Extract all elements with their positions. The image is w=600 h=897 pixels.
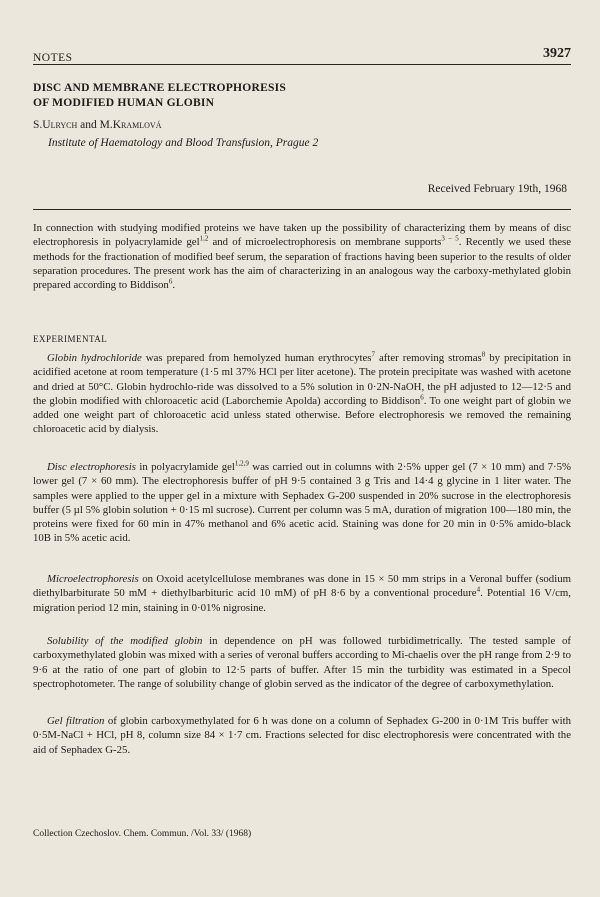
author1-surname: Ulrych [42,119,78,131]
institute: Institute of Haematology and Blood Transfusion, Prague 2 [48,137,319,149]
text-run: . Potential 16 V/cm, migration period 12 min, staining in 0·01% nigrosine. [33,587,571,614]
running-header [33,44,571,66]
section-heading-experimental: EXPERIMENTAL [33,334,108,344]
text-run: of globin carboxymethylated for 6 h was done on a column of Sephadex G-200 in 0·1M Tris buffer with 0·5M-NaCl + HCl, pH 8, column size 84 × 1·7 cm. Fractions selected for disc electrophoresis were concentrated with the aid of Sephadex G-25. [33,715,571,756]
reference-mark: 6 [168,277,173,286]
author-conjunction: and [77,119,100,131]
abstract-rule [33,209,571,210]
authors [33,119,162,131]
journal-footer: Collection Czechoslov. Chem. Commun. /Vol. 33/ (1968) [33,829,252,839]
article-title [33,80,483,110]
text-run: was carried out in columns with 2·5% upper gel (7 × 10 mm) and 7·5% lower gel (7 × 60 mm). The electrophoresis buffer of pH 9·5 contained 3 g Tris and 14·4 g glycine in 1 liter water. The samples were applied to the upper gel in a mixture with Sephadex G-200 suspended in 20% sucrose in the electrophoresis buffer (5 µl 5% globin solution + 0·15 ml sucrose). Current per column was 5 mA, duration of migration 100—180 min, the proteins were fixed for 60 min in 47% methanol and 6% acetic acid. Staining was done for 20 min in 0·5% amido-black 10B in 5% acetic acid. [33,461,571,545]
reference-mark: 4 [476,585,481,594]
paragraph-lead: Solubility of the modified globin [47,635,203,647]
header-rule [33,64,571,65]
text-run: . Recently we used these methods for the fractionation of modified beef serum, the separation of fractions having been superior to the results of older separation procedures. The present work has the aim of characterizing in an analogous way the carboxy-methylated globin prepared according to Biddison [33,236,572,292]
paragraph-disc-electrophoresis [33,460,571,546]
text-run: In connection with studying modified proteins we have taken up the possibility of characterizing them by means of disc electrophoresis in polyacrylamide gel [33,222,571,249]
reference-mark: 3 − 5 [441,234,459,243]
text-run: . To one weight part of globin we added one weight part of chloroacetic acid unless stated otherwise. Before electrophoresis we removed the remaining chloroacetic acid by dialysis. [33,394,571,436]
paragraph-lead: Globin hydrochloride [47,352,142,364]
text-run: by precipitation in acidified acetone at room temperature (1·5 ml 37% HCl per liter acetone). The protein precipitate was washed with acetone and dried at 50°C. Globin hydrochlo-ride was dissolved to a 5% solution in 0·2N-NaOH, the pH adjusted to 12—12·5 and the globin modified with chloroacetic acid (Laborchemie Apolda) according to Biddison [33,352,572,407]
received-date: Received February 19th, 1968 [427,183,567,195]
section-label: NOTES [33,52,73,64]
reference-mark: 1,2,9 [234,459,249,468]
page-number: 3927 [543,46,571,61]
author2-initial: M. [99,119,113,131]
text-run: after removing stromas [374,352,482,364]
title-line-1: DISC AND MEMBRANE ELECTROPHORESIS [33,81,287,94]
text-run: and of microelectrophoresis on membrane supports [208,236,442,249]
paragraph-solubility [33,634,571,691]
text-run: on Oxoid acetylcellulose membranes was done in 15 × 50 mm strips in a Veronal buffer (sodium diethylbarbiturate 50 mM + diethylbarbituric acid 10 mM) of pH 8·6 by a conventional procedure [33,573,571,600]
reference-mark: 7 [371,350,375,359]
text-run: in dependence on pH was followed turbidimetrically. The tested sample of carboxymethylated globin was mixed with a series of veronal buffers according to Mi-chaelis over the pH range from 2·9 to 9·6 at the ratio of one part of globin to 12·5 parts of buffer. After 15 min the turbidity was estimated in a Specol spectrophotometer. The range of solubility change of globin served as the indicator of the degree of carboxymethylation. [33,635,571,690]
text-run: was prepared from hemolyzed human erythrocytes [141,352,372,364]
reference-mark: 6 [420,393,424,402]
author1-initial: S. [33,119,43,131]
intro-paragraph [33,221,571,292]
paragraph-lead: Microelectrophoresis [47,573,139,585]
title-line-2: OF MODIFIED HUMAN GLOBIN [33,96,215,109]
reference-mark: 1,2 [199,234,209,243]
paragraph-gel-filtration [33,714,571,757]
author2-surname: Kramlová [112,119,162,131]
text-run: . [172,279,176,292]
text-run: in polyacrylamide gel [135,461,235,473]
paragraph-globin-hydrochloride [33,351,571,437]
paragraph-microelectrophoresis [33,572,571,615]
paragraph-lead: Gel filtration [47,715,105,727]
paragraph-lead: Disc electrophoresis [47,461,136,473]
reference-mark: 8 [481,350,486,359]
